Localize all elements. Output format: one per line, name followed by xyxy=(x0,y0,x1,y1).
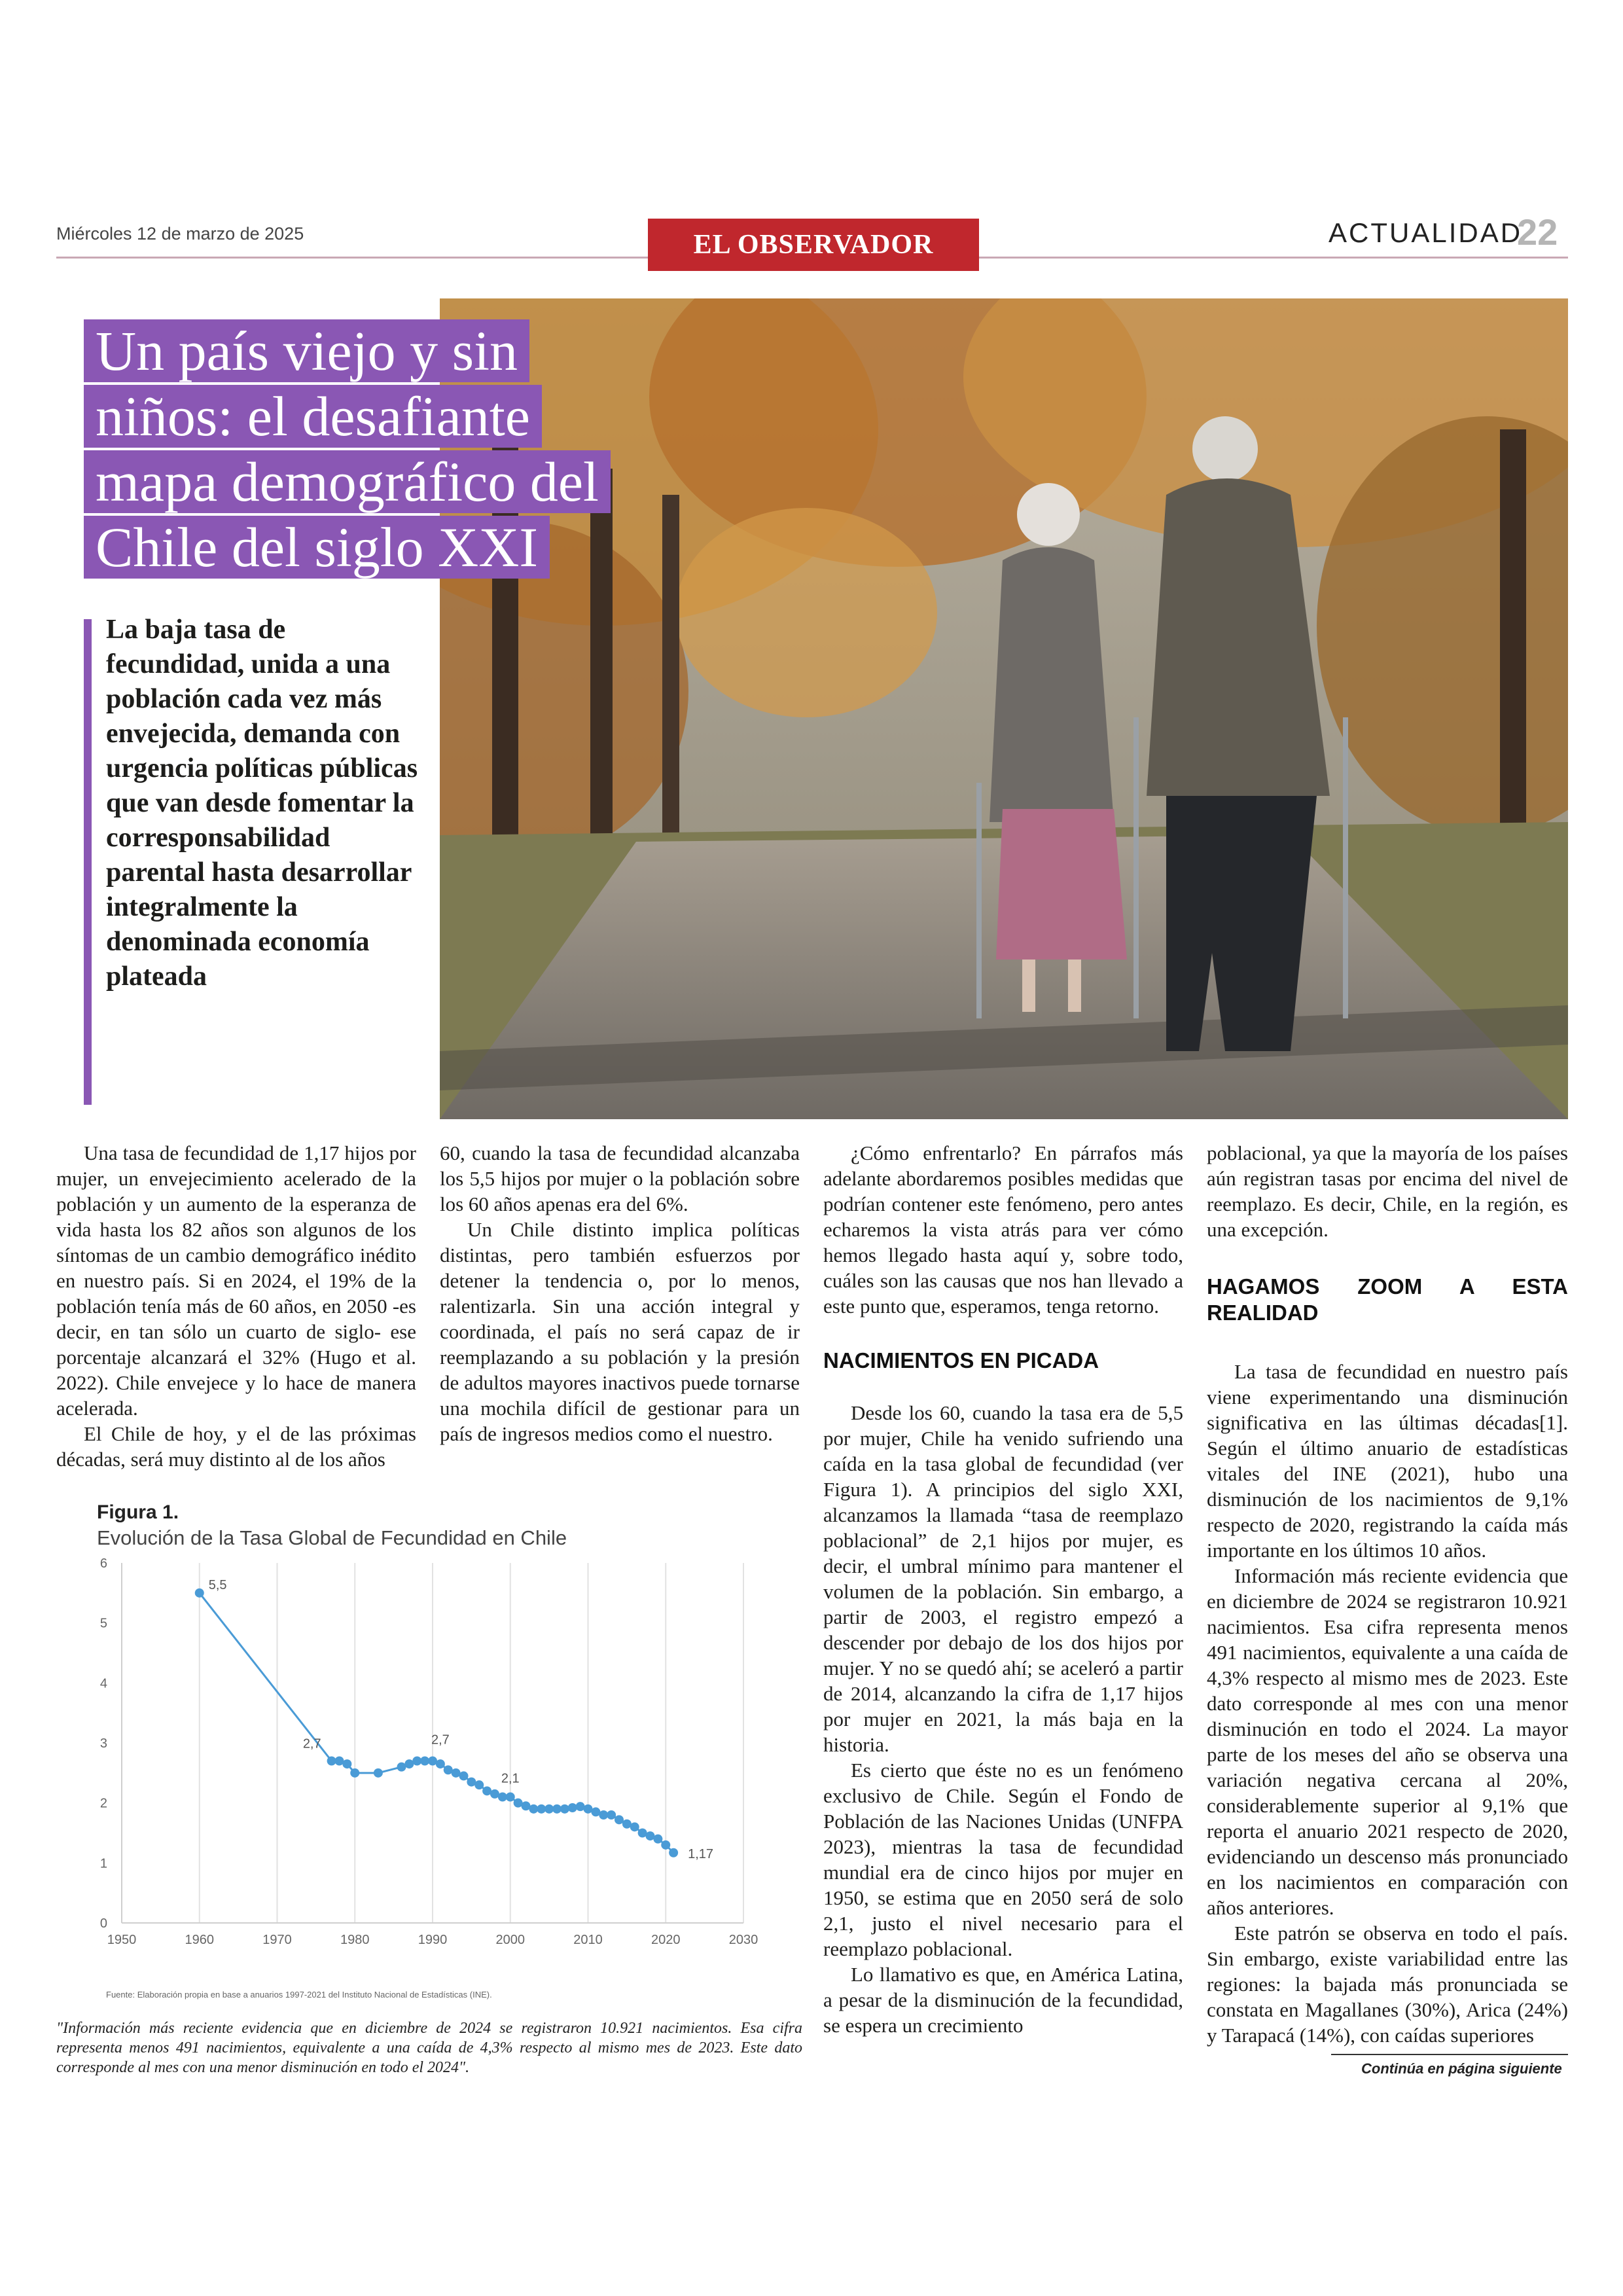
paragraph: Este patrón se observa en todo el país. Sin embargo, existe variabilidad entre las regiones: la bajada más pronunciada se constata en Magallanes (30%), Arica (24%) y Tarapacá (14%), con caídas superiores xyxy=(1207,1922,1568,2047)
figure-source: Fuente: Elaboración propia en base a anuarios 1997-2021 del Instituto Nacional de Estadísticas (INE). xyxy=(106,1990,492,2000)
y-tick-label: 0 xyxy=(99,1916,107,1931)
x-tick-label: 1990 xyxy=(418,1933,448,1947)
subheading-zoom: HAGAMOS ZOOM A ESTA REALIDAD xyxy=(1207,1274,1568,1325)
data-point xyxy=(576,1802,585,1811)
data-point xyxy=(506,1793,515,1802)
figure-title: Evolución de la Tasa Global de Fecundidad en Chile xyxy=(97,1526,567,1549)
paragraph: Información más reciente evidencia que en diciembre de 2024 se registraron 10.921 nacimientos. Esa cifra representa menos 491 nacimientos, equivalente a una caída de 4,3% respecto al mismo mes de 2023. Este dato corresponde al mes con una menor disminución en todo el 2024. La mayor parte de los meses del año se observa una variación negativa cercana al 20%, considerablemente superior al 9,1% que reporta el anuario 2021 respecto de 2020, evidenciando un descenso más pronunciado en los nacimientos en comparación con años anteriores. xyxy=(1207,1564,1568,1919)
paragraph: Es cierto que éste no es un fenómeno exclusivo de Chile. Según el Fondo de Población de las Naciones Unidas (UNFPA 2023), mientras la tasa de fecundidad mundial era de cinco hijos por mujer en 1950, se estima que en 2050 será de solo 2,1, justo el nivel necesario para el reemplazo poblacional. xyxy=(823,1759,1183,1960)
x-tick-label: 2030 xyxy=(728,1933,758,1947)
figure-caption: "Información más reciente evidencia que en diciembre de 2024 se registraron 10.921 nacimientos. Esa cifra representa menos 491 nacimientos, equivalente a una caída de 4,3% respecto al mismo mes de 2023. Este dato corresponde al mes con una menor disminución en todo el 2024". xyxy=(56,2020,802,2076)
data-label: 2,7 xyxy=(431,1732,450,1748)
paragraph: ¿Cómo enfrentarlo? En párrafos más adelante abordaremos posibles medidas que podrían contener este fenómeno, pero antes echaremos la vista atrás para ver cómo hemos llegado hasta aquí y, sobre todo, cuáles son las causas que nos han llevado a este punto que, esperamos, tenga retorno. xyxy=(823,1141,1183,1318)
data-point xyxy=(195,1588,204,1598)
x-tick-label: 2020 xyxy=(651,1933,681,1947)
section-name: ACTUALIDAD xyxy=(1329,217,1523,248)
paragraph: La tasa de fecundidad en nuestro país viene experimentando una disminución significativa en las últimas décadas[1]. Según el último anuario de estadísticas vitales del INE (2021), hubo una disminución de los nacimientos de 9,1% respecto de 2020, registrando la caída más importante en los últimos 10 años. xyxy=(1207,1360,1568,1562)
lead-paragraph: La baja tasa de fecundidad, unida a una población cada vez más envejecida, demanda con urgencia políticas públicas que van desde fomentar la corresponsabilidad parental hasta desarrollar integralmente la denominada economía plateada xyxy=(106,615,418,992)
x-tick-label: 1970 xyxy=(262,1933,292,1947)
data-label: 2,7 xyxy=(302,1736,321,1751)
x-tick-label: 1980 xyxy=(340,1933,370,1947)
data-point xyxy=(607,1810,616,1820)
paragraph: Un Chile distinto implica políticas distintas, pero también esfuerzos por detener la tendencia o, por lo menos, ralentizarla. Sin una acción integral y coordinada, el país no será capaz de ir reemplazando a su población y la presión de adultos mayores inactivos puede tornarse una mochila difícil de gestionar para un país de ingresos medios como el nuestro. xyxy=(440,1218,800,1445)
y-tick-label: 6 xyxy=(99,1556,107,1571)
continua-rule xyxy=(1331,2054,1568,2055)
x-tick-label: 1960 xyxy=(185,1933,214,1947)
y-tick-label: 5 xyxy=(99,1616,107,1631)
y-tick-label: 4 xyxy=(99,1676,107,1691)
fertility-line-chart xyxy=(56,1551,809,1957)
data-label: 1,17 xyxy=(688,1846,714,1861)
y-tick-label: 2 xyxy=(99,1796,107,1811)
data-point xyxy=(436,1759,445,1768)
data-point xyxy=(342,1759,351,1768)
x-tick-label: 1950 xyxy=(107,1933,137,1947)
headline-line-4: Chile del siglo XXI xyxy=(84,516,550,579)
issue-date: Miércoles 12 de marzo de 2025 xyxy=(56,224,304,243)
data-point xyxy=(568,1803,577,1812)
y-tick-label: 3 xyxy=(99,1736,107,1751)
data-point xyxy=(560,1804,569,1814)
headline-line-3: mapa demográfico del xyxy=(84,450,611,513)
data-point xyxy=(374,1768,383,1778)
body-column-1 xyxy=(56,1140,416,1472)
paragraph: poblacional, ya que la mayoría de los países aún registran tasas por encima del nivel de reemplazo. Es decir, Chile, en la región, es una excepción. xyxy=(1207,1141,1568,1241)
masthead: EL OBSERVADOR xyxy=(648,219,979,271)
x-tick-label: 2000 xyxy=(495,1933,525,1947)
headline-line-2: niños: el desafiante xyxy=(84,385,542,448)
data-point xyxy=(661,1840,670,1850)
figure-label: Figura 1. xyxy=(97,1501,179,1523)
y-tick-label: 1 xyxy=(99,1856,107,1871)
data-point xyxy=(350,1768,359,1778)
data-label: 2,1 xyxy=(501,1771,520,1786)
continued-note: Continúa en página siguiente xyxy=(1361,2060,1562,2077)
body-column-2 xyxy=(440,1140,800,1446)
paragraph: Lo llamativo es que, en América Latina, a pesar de la disminución de la fecundidad, se espera un crecimiento xyxy=(823,1963,1183,2037)
data-point xyxy=(653,1835,662,1844)
paragraph: Una tasa de fecundidad de 1,17 hijos por mujer, un envejecimiento acelerado de la población y un aumento de la esperanza de vida hasta los 82 años son algunos de los síntomas de un cambio demográfico inédito en nuestro país. Si en 2024, el 19% de la población tenía más de 60 años, en 2050 -es decir, en tan sólo un cuarto de siglo- ese porcentaje alcanzará el 32% (Hugo et al. 2022). Chile envejece y lo hace de manera acelerada. xyxy=(56,1141,416,1420)
body-column-4 xyxy=(1207,1140,1568,2048)
paragraph: Desde los 60, cuando la tasa era de 5,5 por mujer, Chile ha venido sufriendo una caída en la tasa global de fecundidad (ver Figura 1). A principios del siglo XXI, alcanzamos la llamada “tasa de reemplazo poblacional” de 2,1 hijos por mujer, es decir, el umbral mínimo para mantener el volumen de la población. Sin embargo, a partir de 2003, el registro empezó a descender por debajo de los dos hijos por mujer. Y no se quedó ahí; se aceleró a partir de 2014, alcanzando la cifra de 1,17 hijos por mujer en 2021, la más baja en la historia. xyxy=(823,1401,1183,1756)
x-tick-label: 2010 xyxy=(573,1933,603,1947)
data-point xyxy=(474,1780,484,1789)
data-point xyxy=(615,1815,624,1824)
data-label: 5,5 xyxy=(208,1577,227,1592)
article-photo xyxy=(440,298,1568,1119)
paragraph: 60, cuando la tasa de fecundidad alcanzaba los 5,5 hijos por mujer o la población sobre los 60 años apenas era del 6%. xyxy=(440,1141,800,1215)
page-number: 22 xyxy=(1517,211,1558,253)
paragraph: El Chile de hoy, y el de las próximas décadas, será muy distinto al de los años xyxy=(56,1422,416,1471)
data-point xyxy=(459,1771,469,1780)
headline-line-1: Un país viejo y sin xyxy=(84,319,529,382)
data-point xyxy=(630,1822,639,1831)
lead-accent-bar xyxy=(84,619,92,1105)
subheading-nacimientos: NACIMIENTOS EN PICADA xyxy=(823,1348,1099,1372)
body-column-3 xyxy=(823,1140,1183,2038)
data-point xyxy=(669,1848,678,1857)
